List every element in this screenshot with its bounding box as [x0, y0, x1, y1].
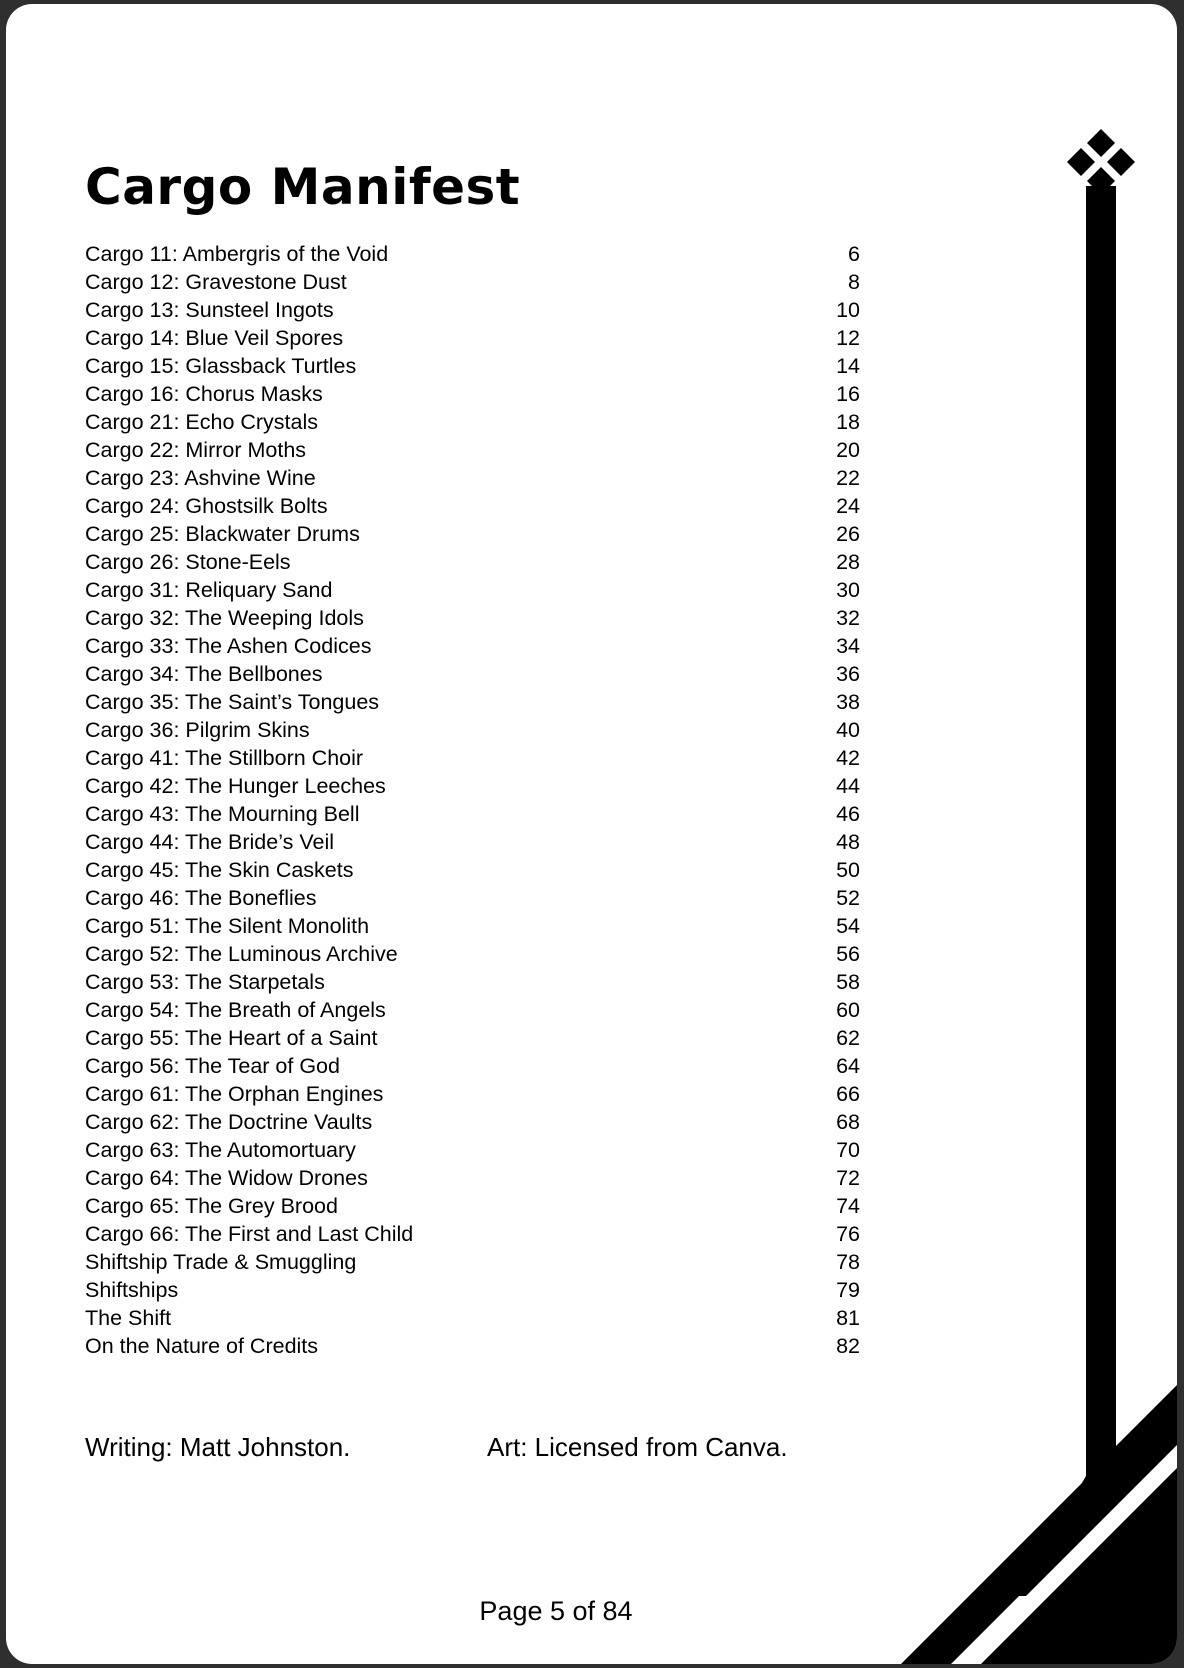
- toc-entry[interactable]: [85, 1024, 860, 1052]
- toc-entry-page-number: 24: [836, 494, 860, 518]
- toc-entry-page-number: 32: [836, 606, 860, 630]
- toc-entry[interactable]: [85, 828, 860, 856]
- toc-entry-label: Cargo 26: Stone-Eels: [85, 550, 291, 574]
- toc-entry[interactable]: [85, 688, 860, 716]
- toc-entry[interactable]: [85, 576, 860, 604]
- toc-entry-label: Cargo 16: Chorus Masks: [85, 382, 323, 406]
- toc-entry-page-number: 44: [836, 774, 860, 798]
- toc-entry-page-number: 62: [836, 1026, 860, 1050]
- toc-entry-label: Cargo 54: The Breath of Angels: [85, 998, 386, 1022]
- toc-entry-page-number: 12: [836, 326, 860, 350]
- toc-entry-label: Cargo 34: The Bellbones: [85, 662, 323, 686]
- toc-entry[interactable]: [85, 436, 860, 464]
- toc-entry[interactable]: [85, 856, 860, 884]
- toc-entry[interactable]: [85, 716, 860, 744]
- toc-entry[interactable]: [85, 1220, 860, 1248]
- toc-entry-label: Cargo 42: The Hunger Leeches: [85, 774, 386, 798]
- toc-entry-page-number: 38: [836, 690, 860, 714]
- toc-entry-page-number: 48: [836, 830, 860, 854]
- toc-entry-page-number: 50: [836, 858, 860, 882]
- toc-entry[interactable]: [85, 772, 860, 800]
- toc-entry[interactable]: [85, 1304, 860, 1332]
- toc-entry-page-number: 28: [836, 550, 860, 574]
- toc-entry-page-number: 68: [836, 1110, 860, 1134]
- toc-entry-page-number: 70: [836, 1138, 860, 1162]
- toc-entry-label: Cargo 64: The Widow Drones: [85, 1166, 368, 1190]
- toc-entry[interactable]: [85, 884, 860, 912]
- toc-entry[interactable]: [85, 408, 860, 436]
- toc-entry-label: Cargo 65: The Grey Brood: [85, 1194, 338, 1218]
- toc-entry-page-number: 8: [848, 270, 860, 294]
- toc-entry-page-number: 46: [836, 802, 860, 826]
- toc-entry-page-number: 81: [836, 1306, 860, 1330]
- toc-entry[interactable]: [85, 380, 860, 408]
- toc-entry-label: Cargo 44: The Bride’s Veil: [85, 830, 334, 854]
- toc-entry-label: Cargo 53: The Starpetals: [85, 970, 325, 994]
- toc-entry-label: Cargo 21: Echo Crystals: [85, 410, 319, 434]
- toc-entry-page-number: 26: [836, 522, 860, 546]
- toc-entry-page-number: 72: [836, 1166, 860, 1190]
- toc-entry-label: Shiftships: [85, 1278, 179, 1302]
- toc-entry[interactable]: [85, 940, 860, 968]
- toc-entry[interactable]: [85, 1332, 860, 1360]
- toc-entry[interactable]: [85, 324, 860, 352]
- page-title: Cargo Manifest: [85, 158, 521, 216]
- toc-entry-label: Cargo 23: Ashvine Wine: [85, 466, 316, 490]
- toc-entry-label: Cargo 11: Ambergris of the Void: [85, 242, 389, 266]
- toc-entry-label: Cargo 63: The Automortuary: [85, 1138, 356, 1162]
- toc-entry-label: Cargo 33: The Ashen Codices: [85, 634, 372, 658]
- toc-entry-label: Cargo 32: The Weeping Idols: [85, 606, 364, 630]
- toc-entry-label: Cargo 35: The Saint’s Tongues: [85, 690, 380, 714]
- vertical-bar-ornament-icon: [1086, 186, 1116, 1476]
- toc-entry[interactable]: [85, 660, 860, 688]
- toc-entry[interactable]: [85, 1248, 860, 1276]
- toc-entry-label: Cargo 46: The Boneflies: [85, 886, 317, 910]
- toc-entry-label: Cargo 55: The Heart of a Saint: [85, 1026, 378, 1050]
- toc-entry[interactable]: [85, 1080, 860, 1108]
- toc-entry[interactable]: [85, 1108, 860, 1136]
- toc-entry-label: Cargo 12: Gravestone Dust: [85, 270, 347, 294]
- toc-entry-page-number: 82: [836, 1334, 860, 1358]
- toc-entry-label: The Shift: [85, 1306, 172, 1330]
- toc-entry-label: Cargo 51: The Silent Monolith: [85, 914, 370, 938]
- toc-entry[interactable]: [85, 464, 860, 492]
- toc-entry[interactable]: [85, 996, 860, 1024]
- diamond-cluster-ornament-icon: [1067, 129, 1135, 195]
- toc-entry-label: Shiftship Trade & Smuggling: [85, 1250, 357, 1274]
- toc-entry[interactable]: [85, 352, 860, 380]
- toc-entry-page-number: 40: [836, 718, 860, 742]
- toc-entry-label: Cargo 61: The Orphan Engines: [85, 1082, 384, 1106]
- toc-entry[interactable]: [85, 968, 860, 996]
- toc-entry-label: Cargo 36: Pilgrim Skins: [85, 718, 310, 742]
- toc-entry-page-number: 16: [836, 382, 860, 406]
- toc-entry-page-number: 20: [836, 438, 860, 462]
- toc-entry-label: Cargo 24: Ghostsilk Bolts: [85, 494, 328, 518]
- toc-entry-label: Cargo 14: Blue Veil Spores: [85, 326, 344, 350]
- toc-entry-page-number: 74: [836, 1194, 860, 1218]
- toc-entry-page-number: 58: [836, 970, 860, 994]
- toc-entry[interactable]: [85, 1192, 860, 1220]
- toc-entry-page-number: 78: [836, 1250, 860, 1274]
- toc-entry-page-number: 54: [836, 914, 860, 938]
- toc-entry[interactable]: [85, 492, 860, 520]
- toc-entry-page-number: 79: [836, 1278, 860, 1302]
- toc-entry-page-number: 18: [836, 410, 860, 434]
- toc-entry[interactable]: [85, 912, 860, 940]
- toc-entry-label: Cargo 66: The First and Last Child: [85, 1222, 414, 1246]
- toc-entry-page-number: 52: [836, 886, 860, 910]
- toc-entry[interactable]: [85, 1052, 860, 1080]
- toc-entry-page-number: 56: [836, 942, 860, 966]
- toc-entry[interactable]: [85, 744, 860, 772]
- toc-entry[interactable]: [85, 800, 860, 828]
- toc-entry-label: Cargo 43: The Mourning Bell: [85, 802, 360, 826]
- toc-entry-page-number: 42: [836, 746, 860, 770]
- table-of-contents: [85, 240, 860, 1360]
- writing-credit: Writing: Matt Johnston.: [85, 1432, 351, 1462]
- toc-entry-label: Cargo 52: The Luminous Archive: [85, 942, 398, 966]
- art-credit: Art: Licensed from Canva.: [487, 1432, 788, 1462]
- toc-entry-label: Cargo 45: The Skin Caskets: [85, 858, 354, 882]
- toc-entry-label: Cargo 22: Mirror Moths: [85, 438, 307, 462]
- document-page: [6, 4, 1177, 1664]
- toc-entry[interactable]: [85, 520, 860, 548]
- toc-entry-label: Cargo 41: The Stillborn Choir: [85, 746, 364, 770]
- toc-entry[interactable]: [85, 268, 860, 296]
- toc-entry-label: Cargo 25: Blackwater Drums: [85, 522, 360, 546]
- toc-entry-page-number: 64: [836, 1054, 860, 1078]
- toc-entry-page-number: 10: [836, 298, 860, 322]
- toc-entry-label: Cargo 56: The Tear of God: [85, 1054, 340, 1078]
- toc-entry[interactable]: [85, 1276, 860, 1304]
- toc-entry-page-number: 66: [836, 1082, 860, 1106]
- toc-entry-page-number: 22: [836, 466, 860, 490]
- toc-entry[interactable]: [85, 1136, 860, 1164]
- toc-entry-page-number: 76: [836, 1222, 860, 1246]
- toc-entry-page-number: 14: [836, 354, 860, 378]
- toc-entry-label: Cargo 62: The Doctrine Vaults: [85, 1110, 373, 1134]
- toc-entry[interactable]: [85, 240, 860, 268]
- toc-entry[interactable]: [85, 604, 860, 632]
- toc-entry-page-number: 60: [836, 998, 860, 1022]
- toc-entry-page-number: 6: [848, 242, 860, 266]
- toc-entry-label: Cargo 15: Glassback Turtles: [85, 354, 357, 378]
- toc-entry[interactable]: [85, 296, 860, 324]
- toc-entry[interactable]: [85, 1164, 860, 1192]
- toc-entry[interactable]: [85, 548, 860, 576]
- toc-entry-page-number: 30: [836, 578, 860, 602]
- toc-entry-label: On the Nature of Credits: [85, 1334, 319, 1358]
- toc-entry-page-number: 34: [836, 634, 860, 658]
- toc-entry-label: Cargo 13: Sunsteel Ingots: [85, 298, 334, 322]
- page-indicator: Page 5 of 84: [479, 1596, 633, 1626]
- toc-entry-label: Cargo 31: Reliquary Sand: [85, 578, 333, 602]
- toc-entry-page-number: 36: [836, 662, 860, 686]
- toc-entry[interactable]: [85, 632, 860, 660]
